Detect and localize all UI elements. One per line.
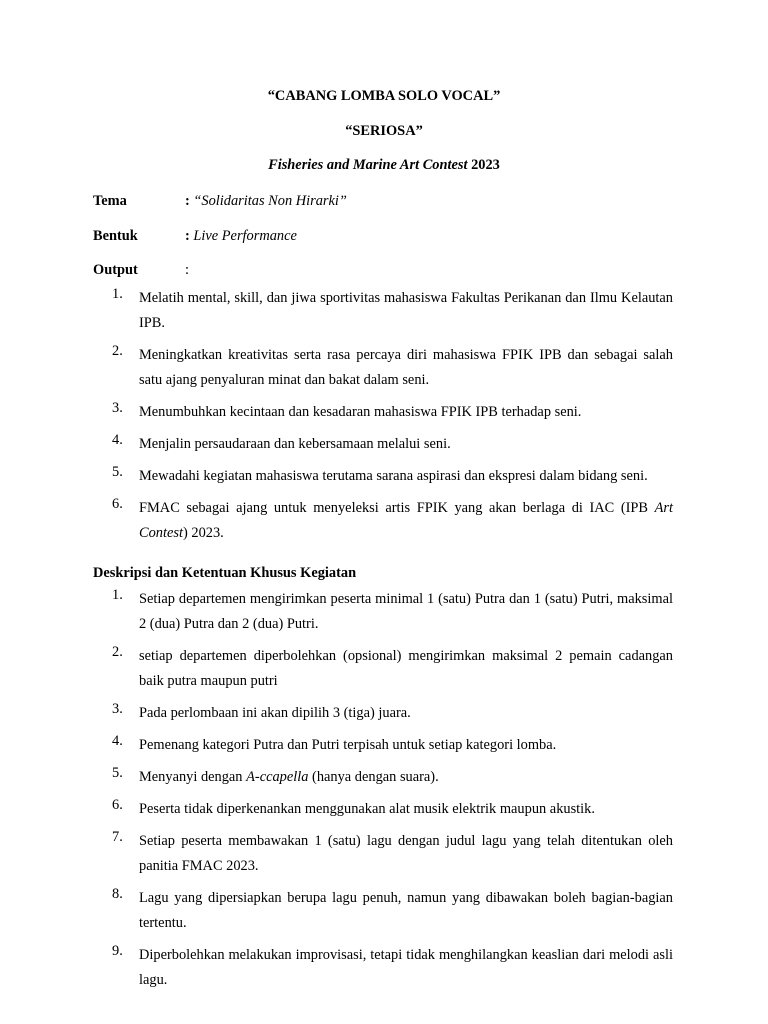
list-number: 5. [112,464,123,480]
list-item [0,644,673,694]
bentuk-value [185,228,297,245]
list-text: Pemenang kategori Putra dan Putri terpisah untuk setiap kategori lomba. [139,737,557,753]
list-item [0,587,673,637]
list-item [0,943,673,993]
list-text: Lagu yang dipersiapkan berupa lagu penuh, namun yang dibawakan boleh bagian-bagian tertentu. [139,890,673,931]
tema-colon: : [185,193,194,209]
list-text: Mewadahi kegiatan mahasiswa terutama sarana aspirasi dan ekspresi dalam bidang seni. [139,468,648,484]
list-item [0,701,673,726]
list-text: Setiap departemen mengirimkan peserta minimal 1 (satu) Putra dan 1 (satu) Putri, maksimal 2 (dua) Putra dan 2 (dua) Putri. [139,591,673,632]
list-text: Melatih mental, skill, dan jiwa sportivitas mahasiswa Fakultas Perikanan dan Ilmu Kelautan IPB. [139,290,673,331]
list-item [0,400,673,425]
deskripsi-list [0,587,673,1000]
list-number: 8. [112,886,123,902]
bentuk-label: Bentuk [93,228,138,244]
event-name [0,157,768,174]
list-text-part: FMAC sebagai ajang untuk menyeleksi artis FPIK yang akan berlaga di IAC (IPB [139,500,655,516]
output-colon: : [185,262,189,278]
output-label: Output [93,262,138,278]
list-item [0,765,673,790]
list-text: Pada perlombaan ini akan dipilih 3 (tiga) juara. [139,705,411,721]
list-item [0,829,673,879]
list-text: Meningkatkan kreativitas serta rasa percaya diri mahasiswa FPIK IPB dan sebagai salah satu ajang penyaluran minat dan bakat dalam seni. [139,347,673,388]
tema-text: “Solidaritas Non Hirarki” [193,193,347,209]
bentuk-text: Live Performance [193,228,297,244]
list-text: setiap departemen diperbolehkan (opsional) mengirimkan maksimal 2 pemain cadangan baik putra maupun putri [139,648,673,689]
list-text-part: Menyanyi dengan [139,769,247,785]
list-text-part: (hanya dengan suara). [308,769,439,785]
list-number: 7. [112,829,123,845]
list-item [0,343,673,393]
list-number: 6. [112,496,123,512]
list-text: Peserta tidak diperkenankan menggunakan alat musik elektrik maupun akustik. [139,801,595,817]
output-list [0,286,673,553]
list-number: 1. [112,587,123,603]
list-item [0,733,673,758]
bentuk-colon: : [185,228,194,244]
list-number: 4. [112,432,123,448]
list-number: 3. [112,400,123,416]
tema-value [185,193,347,210]
list-number: 5. [112,765,123,781]
deskripsi-heading: Deskripsi dan Ketentuan Khusus Kegiatan [93,565,357,581]
list-text-italic: A-ccapella [246,769,309,785]
list-number: 1. [112,286,123,302]
list-text: Diperbolehkan melakukan improvisasi, tetapi tidak menghilangkan keaslian dari melodi asli lagu. [139,947,673,988]
list-number: 2. [112,644,123,660]
list-text [139,496,673,546]
list-number: 9. [112,943,123,959]
list-text-italic: Art Contest [139,500,673,541]
list-item [0,464,673,489]
list-item [0,886,673,936]
list-number: 6. [112,797,123,813]
list-text: Menjalin persaudaraan dan kebersamaan melalui seni. [139,436,451,452]
list-text-part: ) 2023. [182,525,224,541]
list-text: Setiap peserta membawakan 1 (satu) lagu dengan judul lagu yang telah ditentukan oleh panitia FMAC 2023. [139,833,673,874]
list-number: 4. [112,733,123,749]
list-text [139,765,673,790]
doc-subtitle: “SERIOSA” [345,123,423,139]
list-number: 2. [112,343,123,359]
list-item [0,286,673,336]
list-item [0,432,673,457]
list-item [0,797,673,822]
doc-title: “CABANG LOMBA SOLO VOCAL” [267,88,501,104]
event-name-italic: Fisheries and Marine Art Contest [268,157,468,173]
tema-label: Tema [93,193,127,209]
list-text: Menumbuhkan kecintaan dan kesadaran mahasiswa FPIK IPB terhadap seni. [139,404,582,420]
list-number: 3. [112,701,123,717]
list-item [0,496,673,546]
event-year: 2023 [467,157,500,173]
